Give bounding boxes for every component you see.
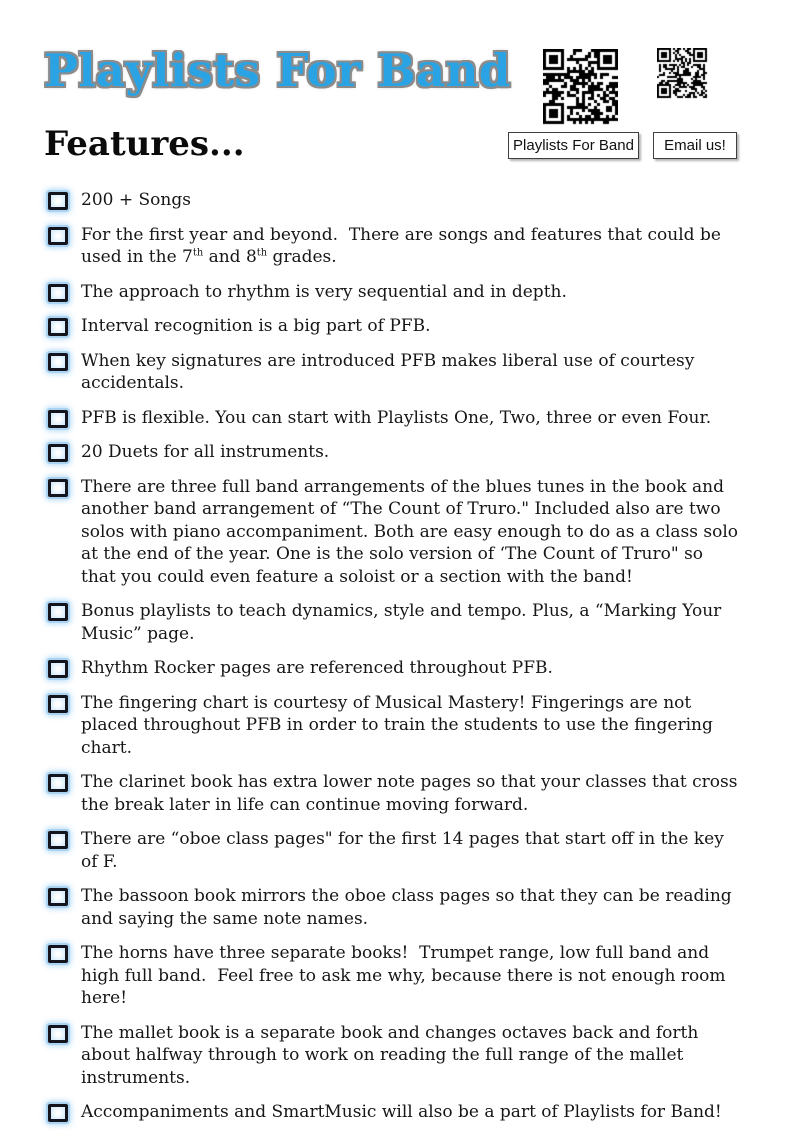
checkbox-icon[interactable] bbox=[48, 774, 68, 792]
feature-text: 20 Duets for all instruments. bbox=[81, 442, 330, 462]
checkbox-icon[interactable] bbox=[48, 945, 68, 963]
feature-text: For the first year and beyond. There are songs and features that could be used in the 7th and 8th grades. bbox=[81, 224, 727, 267]
feature-item bbox=[45, 350, 745, 395]
checkbox-icon[interactable] bbox=[48, 479, 68, 497]
qr-label-playlists-for-band[interactable]: Playlists For Band bbox=[508, 132, 639, 159]
qr-code-email-us-icon bbox=[657, 48, 731, 124]
feature-text: PFB is flexible. You can start with Playlists One, Two, three or even Four. bbox=[81, 407, 712, 428]
checkbox-icon[interactable] bbox=[48, 444, 68, 462]
checkbox-icon[interactable] bbox=[48, 1025, 68, 1043]
checkbox-icon[interactable] bbox=[48, 603, 68, 621]
checkbox-icon[interactable] bbox=[48, 192, 68, 210]
feature-item bbox=[45, 885, 745, 930]
feature-text: The fingering chart is courtesy of Musical Mastery! Fingerings are not placed throughout PFB in order to train the students to use the fingering chart. bbox=[81, 692, 719, 758]
feature-text: The approach to rhythm is very sequential and in depth. bbox=[81, 281, 567, 302]
feature-item bbox=[45, 441, 745, 464]
feature-item bbox=[45, 828, 745, 873]
feature-item bbox=[45, 1022, 745, 1090]
feature-text: Accompaniments and SmartMusic will also be a part of Playlists for Band! bbox=[81, 1102, 722, 1122]
feature-item bbox=[45, 657, 745, 680]
feature-item bbox=[45, 281, 745, 304]
feature-item bbox=[45, 600, 745, 645]
feature-item bbox=[45, 942, 745, 1010]
feature-text: There are “oboe class pages" for the first 14 pages that start off in the key of F. bbox=[81, 829, 730, 872]
checkbox-icon[interactable] bbox=[48, 660, 68, 678]
checkbox-icon[interactable] bbox=[48, 410, 68, 428]
checkbox-icon[interactable] bbox=[48, 888, 68, 906]
feature-item bbox=[45, 407, 745, 430]
feature-text: There are three full band arrangements of the blues tunes in the book and another band arrangement of “The Count of Truro." Included also are two solos with piano accompaniment. Both are easy enough to do as a class solo at the end of the year. One is the solo version of ‘The Count of Truro" so that you could even feature a soloist or a section with the band! bbox=[81, 476, 744, 587]
feature-text: When key signatures are introduced PFB makes liberal use of courtesy accidentals. bbox=[81, 350, 700, 393]
feature-text: Rhythm Rocker pages are referenced throughout PFB. bbox=[81, 658, 553, 678]
page-title: Playlists For Band bbox=[44, 44, 511, 97]
feature-text: The bassoon book mirrors the oboe class pages so that they can be reading and saying the same note names. bbox=[81, 886, 738, 929]
feature-item bbox=[45, 1101, 745, 1124]
feature-text: The horns have three separate books! Trumpet range, low full band and high full band. Feel free to ask me why, because there is not enough room here! bbox=[81, 943, 731, 1008]
feature-text: The clarinet book has extra lower note pages so that your classes that cross the break later in life can continue moving forward. bbox=[81, 772, 743, 815]
feature-item bbox=[45, 315, 745, 338]
feature-text: Bonus playlists to teach dynamics, style and tempo. Plus, a “Marking Your Music” page. bbox=[81, 601, 727, 644]
checkbox-icon[interactable] bbox=[48, 318, 68, 336]
features-list bbox=[45, 189, 745, 1136]
checkbox-icon[interactable] bbox=[48, 695, 68, 713]
checkbox-icon[interactable] bbox=[48, 353, 68, 371]
feature-item bbox=[45, 224, 745, 269]
feature-item bbox=[45, 476, 745, 589]
feature-item bbox=[45, 189, 745, 212]
feature-item bbox=[45, 692, 745, 760]
checkbox-icon[interactable] bbox=[48, 284, 68, 302]
checkbox-icon[interactable] bbox=[48, 1104, 68, 1122]
qr-code-playlists-for-band-icon bbox=[543, 49, 618, 126]
feature-text: The mallet book is a separate book and changes octaves back and forth about halfway through to work on reading the full range of the mallet instruments. bbox=[81, 1022, 704, 1088]
checkbox-icon[interactable] bbox=[48, 227, 68, 245]
feature-item bbox=[45, 771, 745, 816]
qr-label-email-us[interactable]: Email us! bbox=[653, 132, 737, 159]
feature-text: Interval recognition is a big part of PFB. bbox=[81, 316, 431, 336]
features-heading: Features... bbox=[44, 124, 245, 164]
checkbox-icon[interactable] bbox=[48, 831, 68, 849]
feature-text: 200 + Songs bbox=[81, 190, 191, 210]
